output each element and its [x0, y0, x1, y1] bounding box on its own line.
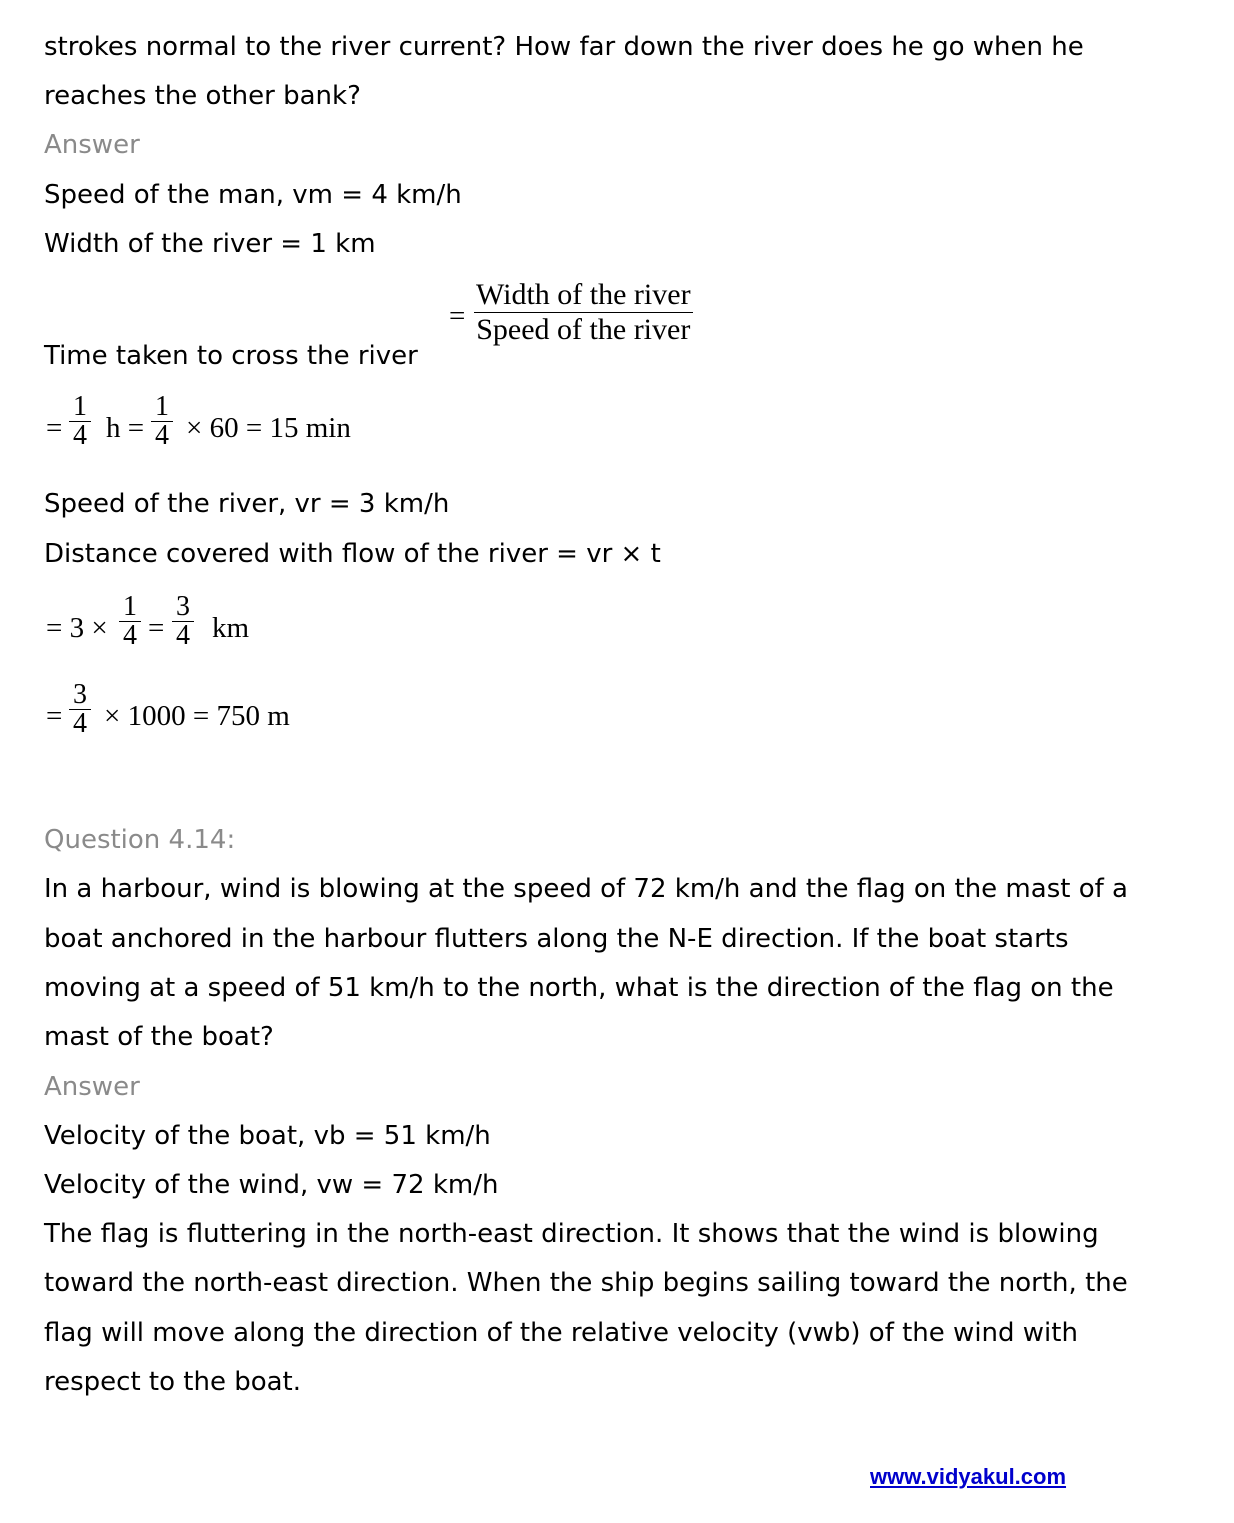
text-line: Width of the river = 1 km [44, 229, 376, 259]
text-line: flag will move along the direction of the relative velocity (vwb) of the wind with [44, 1318, 1078, 1348]
text-line: Distance covered with flow of the river = vr × t [44, 539, 661, 569]
text-line: respect to the boat. [44, 1367, 302, 1397]
answer-label: Answer [44, 1072, 140, 1102]
fraction-one-quarter: 1 4 [151, 393, 173, 450]
text-line: boat anchored in the harbour flutters along the N-E direction. If the boat starts [44, 924, 1069, 954]
text-line: Time taken to cross the river [44, 341, 418, 371]
text-line: moving at a speed of 51 km/h to the north, what is the direction of the flag on the [44, 973, 1114, 1003]
equals-sign: = [449, 300, 466, 332]
text-line: Speed of the river, vr = 3 km/h [44, 489, 450, 519]
equation-text: × 60 = 15 min [186, 412, 351, 444]
equals-sign: = [148, 612, 165, 644]
fraction-three-quarters: 3 4 [172, 593, 194, 650]
text-line: strokes normal to the river current? How far down the river does he go when he [44, 32, 1084, 62]
text-line: Velocity of the wind, vw = 72 km/h [44, 1170, 499, 1200]
numerator: Width of the river [476, 278, 691, 311]
text-line: The flag is fluttering in the north-east direction. It shows that the wind is blowing [44, 1219, 1099, 1249]
text-line: In a harbour, wind is blowing at the speed of 72 km/h and the flag on the mast of a [44, 874, 1128, 904]
fraction-one-quarter: 1 4 [119, 593, 141, 650]
text-line: toward the north-east direction. When the ship begins sailing toward the north, the [44, 1268, 1128, 1298]
denominator: Speed of the river [476, 313, 691, 346]
question-heading: Question 4.14: [44, 825, 236, 855]
equals-sign: = [46, 700, 63, 732]
fraction-three-quarters: 3 4 [69, 681, 91, 738]
text-line: Velocity of the boat, vb = 51 km/h [44, 1121, 491, 1151]
fraction-one-quarter: 1 4 [69, 393, 91, 450]
website-link[interactable]: www.vidyakul.com [870, 1464, 1067, 1489]
fraction-width-over-speed [474, 278, 693, 347]
answer-label: Answer [44, 130, 140, 160]
equals-sign: = [46, 412, 63, 444]
equation-text: km [212, 612, 250, 644]
text-line: mast of the boat? [44, 1022, 274, 1052]
text-line: reaches the other bank? [44, 81, 361, 111]
equation-text: h = [106, 412, 145, 444]
equation-text: × 1000 = 750 m [104, 700, 290, 732]
text-line: Speed of the man, vm = 4 km/h [44, 180, 462, 210]
equation-text: = 3 × [46, 612, 108, 644]
